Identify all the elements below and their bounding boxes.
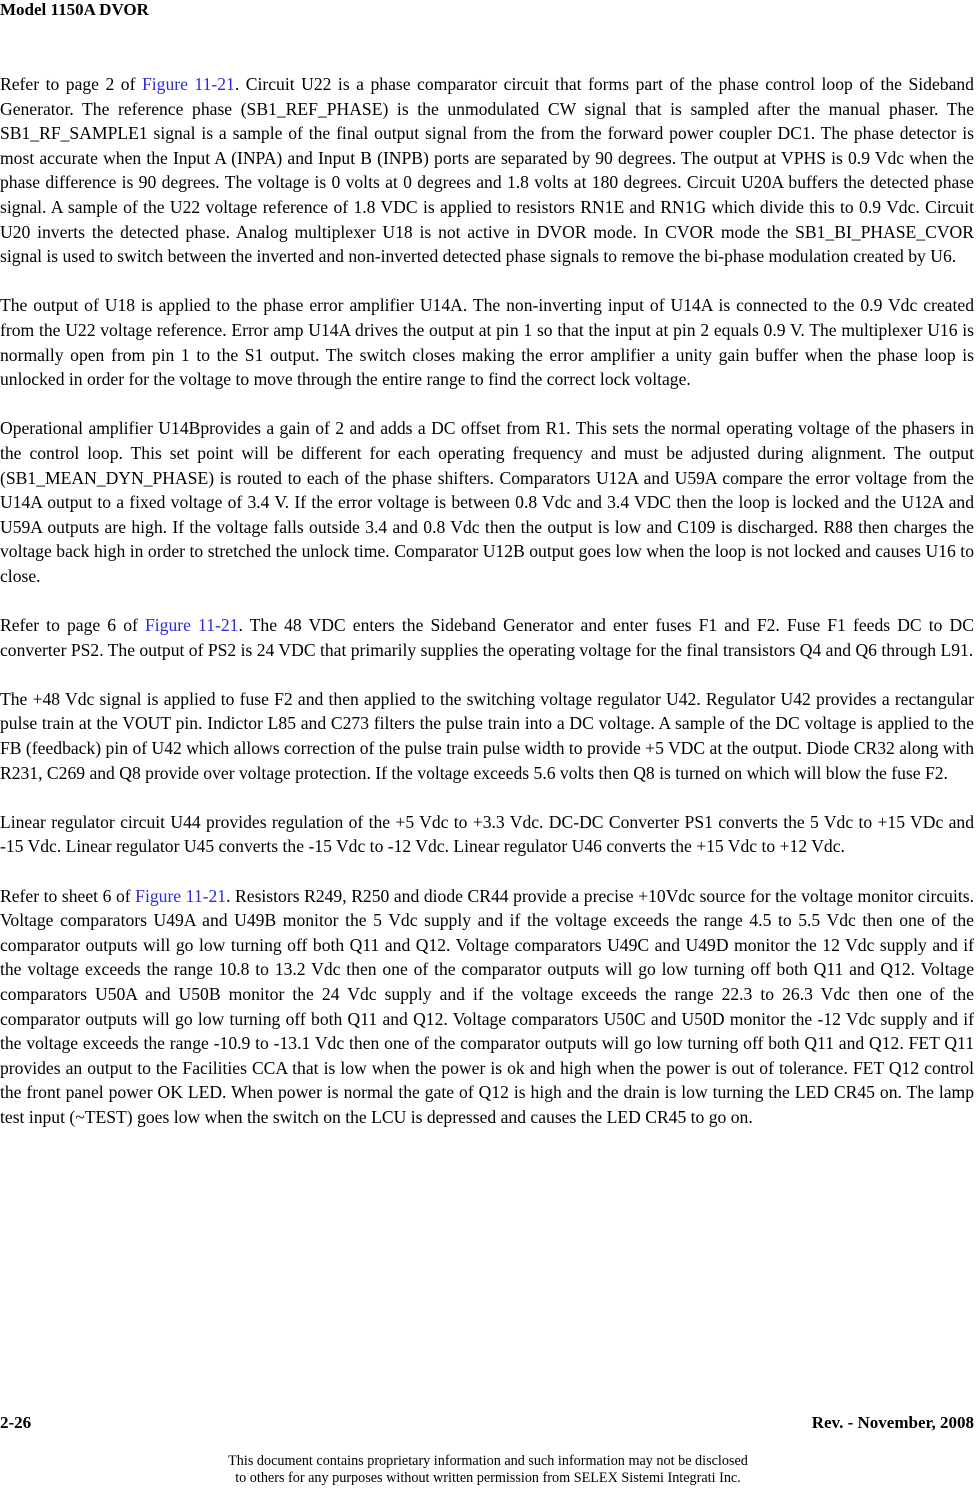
paragraph-1: Refer to page 2 of Figure 11-21. Circuit U22 is a phase comparator circuit that forms part of the phase control loop of the Sideband Generator. The reference phase (SB1_REF_PHASE) is the unmodulated CW signal that is sampled after the manual phaser. The SB1_RF_SAMPLE1 signal is a sample of the final output signal from the from the forward power coupler DC1. The phase detector is most accurate when the Input A (INPA) and Input B (INPB) ports are separated by 90 degrees. The output at VPHS is 0.9 Vdc when the phase difference is 90 degrees. The voltage is 0 volts at 0 degrees and 1.8 volts at 180 degrees. Circuit U20A buffers the detected phase signal. A sample of the U22 voltage reference of 1.8 VDC is applied to resistors RN1E and RN1G which divide this to 0.9 Vdc. Circuit U20 inverts the detected phase. Analog multiplexer U18 is not active in DVOR mode. In CVOR mode the SB1_BI_PHASE_CVOR signal is used to switch between the inverted and non-inverted detected phase signals to remove the bi-phase modulation created by U6.: [0, 74, 974, 267]
revision-date: Rev. - November, 2008: [811, 1413, 974, 1432]
page-header: [0, 0, 149, 20]
figure-link[interactable]: Figure 11-21: [145, 615, 239, 636]
paragraph-3: Operational amplifier U14Bprovides a gain of 2 and adds a DC offset from R1. This sets the normal operating voltage of the phasers in the control loop. This set point will be different for each operating frequency and must be adjusted during alignment. The output (SB1_MEAN_DYN_PHASE) is routed to each of the phase shifters. Comparators U12A and U59A compare the error voltage from the U14A output to a fixed voltage of 3.4 V. If the error voltage is between 0.8 Vdc and 3.4 VDC then the loop is locked and the U12A and U59A outputs are high. If the voltage falls outside 3.4 and 0.8 Vdc then the output is low and C109 is discharged. R88 then charges the voltage back high in order to stretched the unlock time. Comparator U12B output goes low when the loop is not locked and causes U16 to close.: [0, 418, 974, 586]
paragraph-4: Refer to page 6 of Figure 11-21. The 48 VDC enters the Sideband Generator and enter fuses F1 and F2. Fuse F1 feeds DC to DC converter PS2. The output of PS2 is 24 VDC that primarily supplies the operating voltage for the final transistors Q4 and Q6 through L91.: [0, 615, 974, 660]
paragraph-2: The output of U18 is applied to the phase error amplifier U14A. The non-inverting input of U14A is connected to the 0.9 Vdc created from the U22 voltage reference. Error amp U14A drives the output at pin 1 so that the input at pin 2 equals 0.9 V. The multiplexer U16 is normally open from pin 1 to the S1 output. The switch closes making the error amplifier a unity gain buffer when the phase loop is unlocked in order for the voltage to move through the entire range to find the correct lock voltage.: [0, 295, 974, 390]
document-body: [0, 72, 974, 1154]
paragraph-5: The +48 Vdc signal is applied to fuse F2 and then applied to the switching voltage regulator U42. Regulator U42 provides a rectangular pulse train at the VOUT pin. Indictor L85 and C273 filters the pulse train into a DC voltage. A sample of the DC voltage is applied to the FB (feedback) pin of U42 which allows correction of the pulse train pulse width to provide +5 VDC at the output. Diode CR32 along with R231, C269 and Q8 provide over voltage protection. If the voltage exceeds 5.6 volts then Q8 is turned on which will blow the fuse F2.: [0, 688, 974, 783]
document-title: Model 1150A DVOR: [0, 0, 149, 19]
proprietary-notice: [0, 1453, 976, 1487]
figure-link[interactable]: Figure 11-21: [135, 885, 227, 906]
figure-link[interactable]: Figure 11-21: [141, 74, 235, 94]
paragraph-6: Linear regulator circuit U44 provides regulation of the +5 Vdc to +3.3 Vdc. DC-DC Converter PS1 converts the 5 Vdc to +15 VDc and -15 Vdc. Linear regulator U45 converts the -15 Vdc to -12 Vdc. Linear regulator U46 converts the +15 Vdc to +12 Vdc.: [0, 811, 974, 857]
page-footer: [0, 1413, 974, 1433]
notice-line-1: This document contains proprietary information and such information may not be disclosed: [228, 1453, 748, 1469]
page-number: 2-26: [0, 1413, 32, 1432]
notice-line-2: to others for any purposes without written permission from SELEX Sistemi Integrati Inc.: [235, 1470, 741, 1486]
paragraph-7: Refer to sheet 6 of Figure 11-21. Resistors R249, R250 and diode CR44 provide a precise +10Vdc source for the voltage monitor circuits. Voltage comparators U49A and U49B monitor the 5 Vdc supply and if the voltage exceeds the range 4.5 to 5.5 Vdc then one of the comparator outputs will go low turning off both Q11 and Q12. Voltage comparators U49C and U49D monitor the 12 Vdc supply and if the voltage exceeds the range 10.8 to 13.2 Vdc then one of the comparator outputs will go low turning off both Q11 and Q12. Voltage comparators U50A and U50B monitor the 24 Vdc supply and if the voltage exceeds the range 22.3 to 26.3 Vdc then one of the comparator outputs will go low turning off both Q11 and Q12. Voltage comparators U50C and U50D monitor the -12 Vdc supply and if the voltage exceeds the range -10.9 to -13.1 Vdc then one of the comparator outputs will go low turning off both Q11 and Q12. FET Q11 provides an output to the Facilities CCA that is low when the power is ok and high when the power is out of tolerance. FET Q12 control the front panel power OK LED. When power is normal the gate of Q12 is high and the drain is low turning the LED CR45 on. The lamp test input (~TEST) goes low when the switch on the LCU is depressed and causes the LED CR45 to go on.: [0, 885, 974, 1127]
